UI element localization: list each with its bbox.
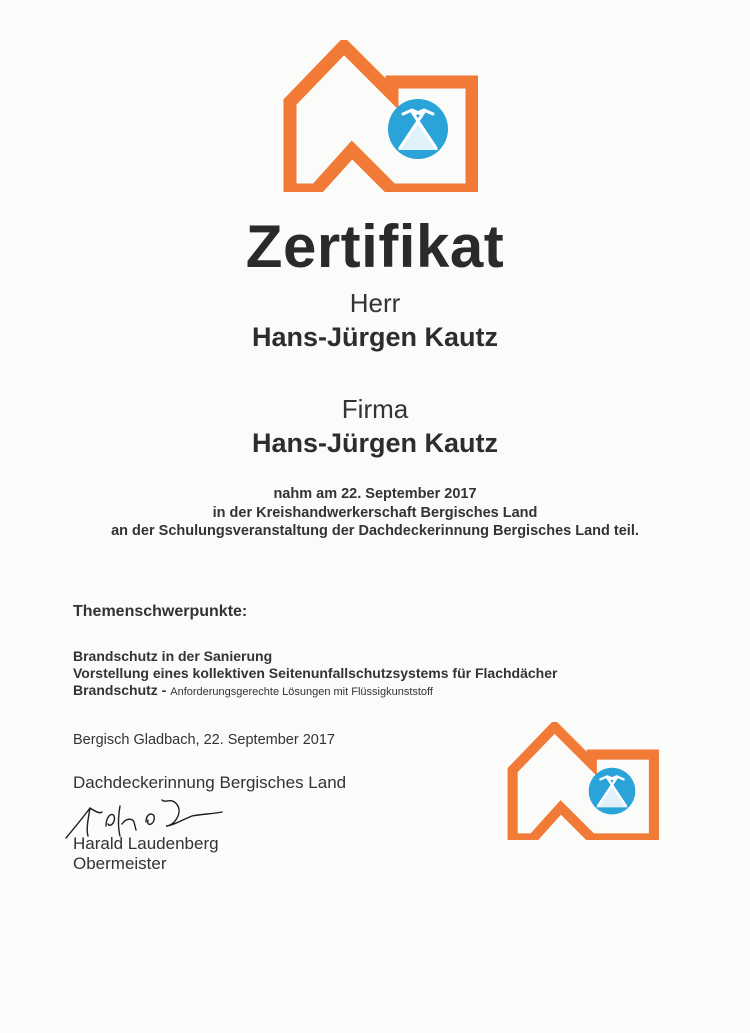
signer-name: Harald Laudenberg — [73, 834, 219, 853]
salutation: Herr — [349, 288, 401, 318]
signer-role: Obermeister — [73, 854, 167, 873]
person-name: Hans-Jürgen Kautz — [251, 322, 499, 352]
certificate-title: Zertifikat — [245, 213, 505, 280]
roofer-guild-logo-icon — [505, 722, 660, 840]
topics-heading: Themenschwerpunkte: — [73, 603, 248, 620]
topic-main: Brandschutz - — [73, 682, 171, 698]
topic-main: Vorstellung eines kollektiven Seitenunfallschutzsystems für Flachdächer — [73, 665, 558, 681]
company-name: Hans-Jürgen Kautz — [251, 428, 499, 458]
roofer-guild-logo-icon — [282, 40, 478, 192]
topic-item — [73, 665, 557, 681]
place-date: Bergisch Gladbach, 22. September 2017 — [73, 732, 335, 748]
company-label: Firma — [341, 394, 409, 424]
organization: Dachdeckerinnung Bergisches Land — [73, 773, 347, 792]
statement-line: an der Schulungsveranstaltung der Dachdeckerinnung Bergisches Land teil. — [111, 523, 639, 539]
topic-item — [73, 682, 433, 698]
topic-sub: Anforderungsgerechte Lösungen mit Flüssigkunststoff — [170, 686, 433, 698]
statement-line: in der Kreishandwerkerschaft Bergisches Land — [212, 505, 538, 521]
statement-line: nahm am 22. September 2017 — [273, 486, 477, 502]
topic-item — [73, 648, 272, 664]
topic-main: Brandschutz in der Sanierung — [73, 648, 273, 664]
